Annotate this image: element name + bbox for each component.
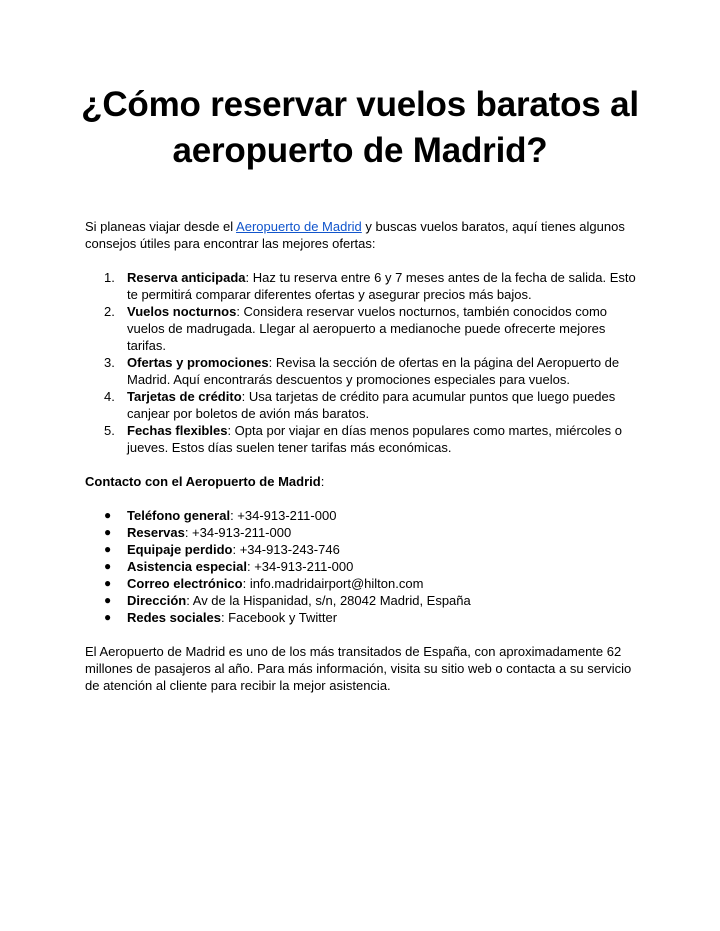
contact-value: : +34-913-211-000 (246, 559, 354, 574)
contact-term: Dirección (127, 593, 187, 608)
list-item (85, 524, 645, 541)
contact-term: Equipaje perdido (127, 542, 233, 557)
contact-value: : +34-913-243-746 (232, 542, 340, 557)
list-item (85, 507, 645, 524)
contact-term: Teléfono general (127, 508, 231, 523)
list-item (85, 269, 645, 303)
contact-term: Redes sociales (127, 610, 221, 625)
list-item (85, 575, 645, 592)
contact-value: : info.madridairport@hilton.com (242, 576, 424, 591)
airport-madrid-link[interactable]: Aeropuerto de Madrid (236, 219, 362, 234)
tip-term: Ofertas y promociones (127, 355, 269, 370)
tip-term: Vuelos nocturnos (127, 304, 237, 319)
list-number: 2. (104, 304, 115, 319)
list-number: 3. (104, 355, 115, 370)
tip-term: Tarjetas de crédito (127, 389, 242, 404)
bullet-icon: ● (104, 593, 112, 607)
bullet-icon: ● (104, 559, 112, 573)
tip-text: : Haz tu reserva entre 6 y 7 meses antes de la fecha de salida. Esto te permitirá comparar diferentes ofertas y asegurar precios más bajos. (127, 270, 636, 302)
tip-text: : Considera reservar vuelos nocturnos, también conocidos como vuelos de madrugada. Llegar al aeropuerto a medianoche puede ofrecerte mejores tarifas. (127, 304, 607, 353)
contact-value: : Av de la Hispanidad, s/n, 28042 Madrid, España (186, 593, 471, 608)
list-item (85, 609, 645, 626)
list-number: 4. (104, 389, 115, 404)
bullet-icon: ● (104, 576, 112, 590)
contact-value: : +34-913-211-000 (230, 508, 337, 523)
tip-term: Fechas flexibles (127, 423, 228, 438)
bullet-icon: ● (104, 610, 112, 624)
contact-term: Correo electrónico (127, 576, 243, 591)
list-item (85, 354, 645, 388)
contact-value: : +34-913-211-000 (184, 525, 292, 540)
tip-text: : Revisa la sección de ofertas en la página del Aeropuerto de Madrid. Aquí encontrarás descuentos y promociones especiales para vuelos. (127, 355, 620, 387)
list-item (85, 558, 645, 575)
contact-heading-suffix: : (320, 474, 325, 489)
tip-text: : Usa tarjetas de crédito para acumular puntos que luego puedes canjear por boletos de avión más baratos. (127, 389, 616, 421)
contact-heading-bold: Contacto con el Aeropuerto de Madrid (85, 474, 321, 489)
list-item (85, 303, 645, 354)
tips-list (85, 269, 645, 456)
list-item (85, 541, 645, 558)
document-body (85, 218, 645, 694)
list-item (85, 388, 645, 422)
list-item (85, 592, 645, 609)
intro-paragraph (85, 218, 645, 252)
closing-paragraph: El Aeropuerto de Madrid es uno de los más transitados de España, con aproximadamente 62 millones de pasajeros al año. Para más información, visita su sitio web o contacta a su servicio de atención al cliente para recibir la mejor asistencia. (85, 644, 632, 693)
bullet-icon: ● (104, 525, 112, 539)
page-title: ¿Cómo reservar vuelos baratos al aeropuerto de Madrid? (81, 85, 639, 170)
list-number: 1. (104, 270, 115, 285)
contact-value: : Facebook y Twitter (220, 610, 338, 625)
bullet-icon: ● (104, 542, 112, 556)
contact-term: Asistencia especial (127, 559, 247, 574)
list-item (85, 422, 645, 456)
contact-term: Reservas (127, 525, 185, 540)
tip-text: : Opta por viajar en días menos populares como martes, miércoles o jueves. Estos días suelen tener tarifas más económicas. (127, 423, 622, 455)
intro-text-after-link: y buscas vuelos baratos, aquí tienes algunos consejos útiles para encontrar las mejores ofertas: (85, 219, 625, 251)
bullet-icon: ● (104, 508, 112, 522)
contact-list (85, 507, 645, 626)
intro-text-before-link: Si planeas viajar desde el (85, 219, 237, 234)
contact-heading (85, 473, 645, 490)
list-number: 5. (104, 423, 115, 438)
tip-term: Reserva anticipada (127, 270, 246, 285)
